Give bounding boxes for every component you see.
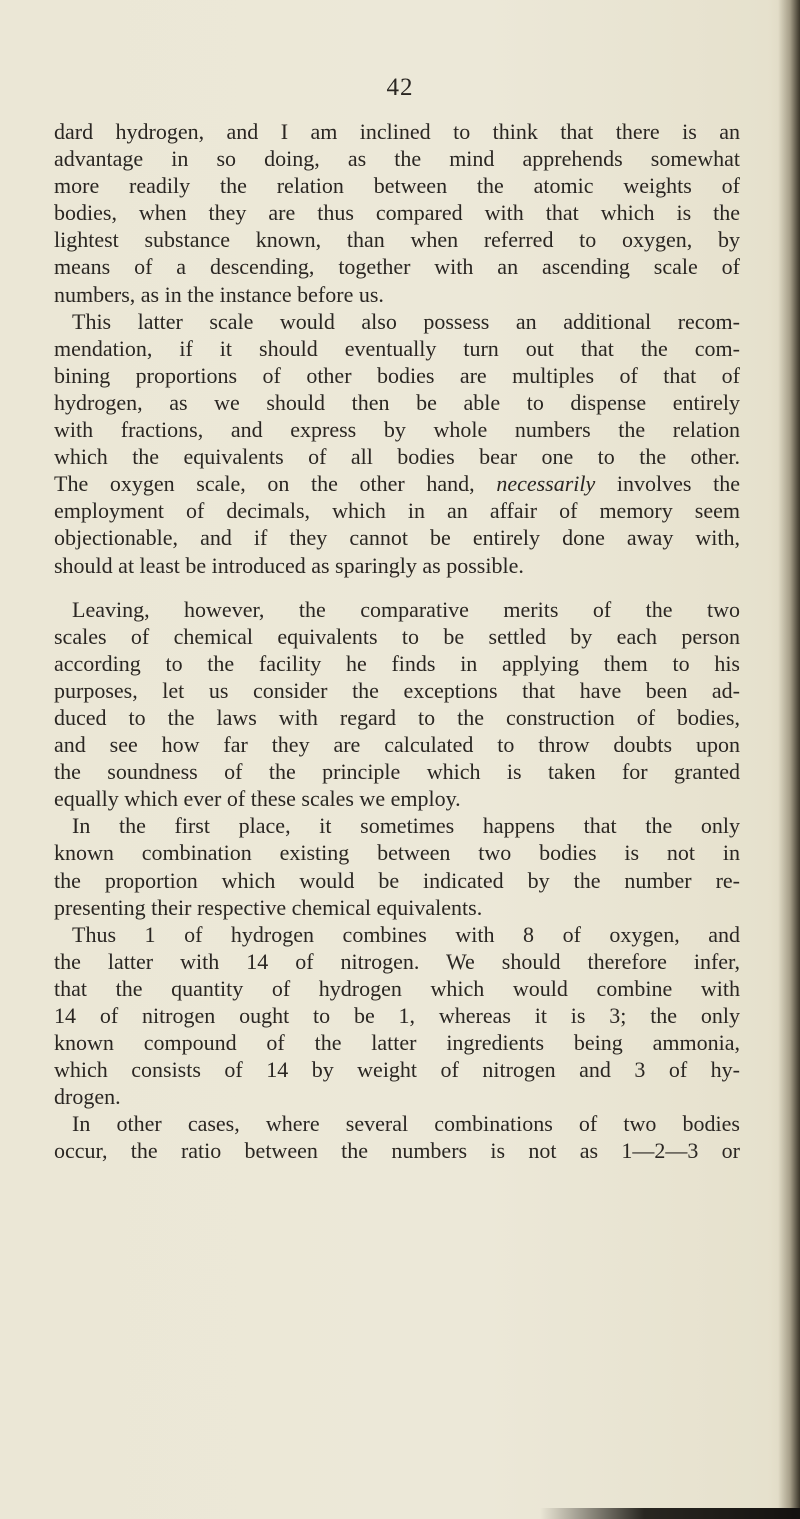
- text-line: 14 of nitrogen ought to be 1, whereas it is 3; the only: [54, 1003, 740, 1028]
- text-line: equally which ever of these scales we employ.: [54, 786, 461, 812]
- text-line: scales of chemical equivalents to be settled by each person: [54, 623, 740, 649]
- text-line: purposes, let us consider the exceptions that have been ad-: [54, 677, 740, 703]
- text-line: bodies, when they are thus compared with that which is the: [54, 200, 740, 226]
- text-line: employment of decimals, which in an affair of memory seem: [54, 498, 740, 524]
- text-line: objectionable, and if they cannot be entirely done away with,: [54, 525, 740, 551]
- text-line: lightest substance known, than when referred to oxygen, by: [54, 227, 740, 253]
- text-line: and see how far they are calculated to throw doubts upon: [54, 732, 740, 758]
- text-line: drogen.: [54, 1084, 121, 1110]
- page-number: 42: [386, 74, 414, 101]
- paragraph-gap: [54, 579, 740, 596]
- text-line: presenting their respective chemical equivalents.: [54, 894, 483, 920]
- text-segment: involves the: [595, 471, 741, 497]
- text-line: In other cases, where several combinations of two bodies: [72, 1111, 740, 1137]
- text-line: mendation, if it should eventually turn out that the com-: [54, 335, 740, 361]
- bottom-edge-rule: [540, 1508, 800, 1519]
- text-line: according to the facility he finds in applying them to his: [54, 650, 740, 676]
- text-line: the soundness of the principle which is taken for granted: [54, 759, 740, 785]
- page-edge-shadow: [778, 0, 800, 1519]
- text-line: Leaving, however, the comparative merits of the two: [72, 596, 740, 622]
- text-line: with fractions, and express by whole numbers the relation: [54, 417, 740, 443]
- text-segment: The oxygen scale, on the other hand,: [54, 471, 497, 497]
- body-text: [54, 118, 740, 1165]
- text-line: the latter with 14 of nitrogen. We should therefore infer,: [54, 948, 740, 974]
- text-line: [54, 470, 740, 497]
- text-line: hydrogen, as we should then be able to dispense entirely: [54, 389, 740, 415]
- text-line: that the quantity of hydrogen which would combine with: [54, 975, 740, 1001]
- text-line: more readily the relation between the atomic weights of: [54, 173, 740, 199]
- text-line: which consists of 14 by weight of nitrogen and 3 of hy-: [54, 1057, 740, 1083]
- text-line: means of a descending, together with an ascending scale of: [54, 254, 740, 280]
- text-line: the proportion which would be indicated by the number re-: [54, 867, 740, 893]
- text-line: bining proportions of other bodies are multiples of that of: [54, 362, 740, 388]
- text-line: occur, the ratio between the numbers is not as 1—2—3 or: [54, 1138, 740, 1164]
- text-line: known combination existing between two bodies is not in: [54, 840, 740, 866]
- text-line: should at least be introduced as sparingly as possible.: [54, 552, 524, 578]
- text-line: In the first place, it sometimes happens that the only: [72, 813, 740, 839]
- text-line: duced to the laws with regard to the construction of bodies,: [54, 704, 740, 730]
- text-line: numbers, as in the instance before us.: [54, 281, 384, 307]
- text-line: which the equivalents of all bodies bear one to the other.: [54, 444, 740, 470]
- text-line: Thus 1 of hydrogen combines with 8 of oxygen, and: [72, 921, 740, 947]
- text-line: This latter scale would also possess an additional recom-: [72, 308, 740, 334]
- text-line: dard hydrogen, and I am inclined to think that there is an: [54, 119, 740, 144]
- text-line: known compound of the latter ingredients being ammonia,: [54, 1030, 740, 1056]
- italic-word: necessarily: [496, 471, 596, 497]
- text-line: advantage in so doing, as the mind apprehends somewhat: [54, 146, 740, 172]
